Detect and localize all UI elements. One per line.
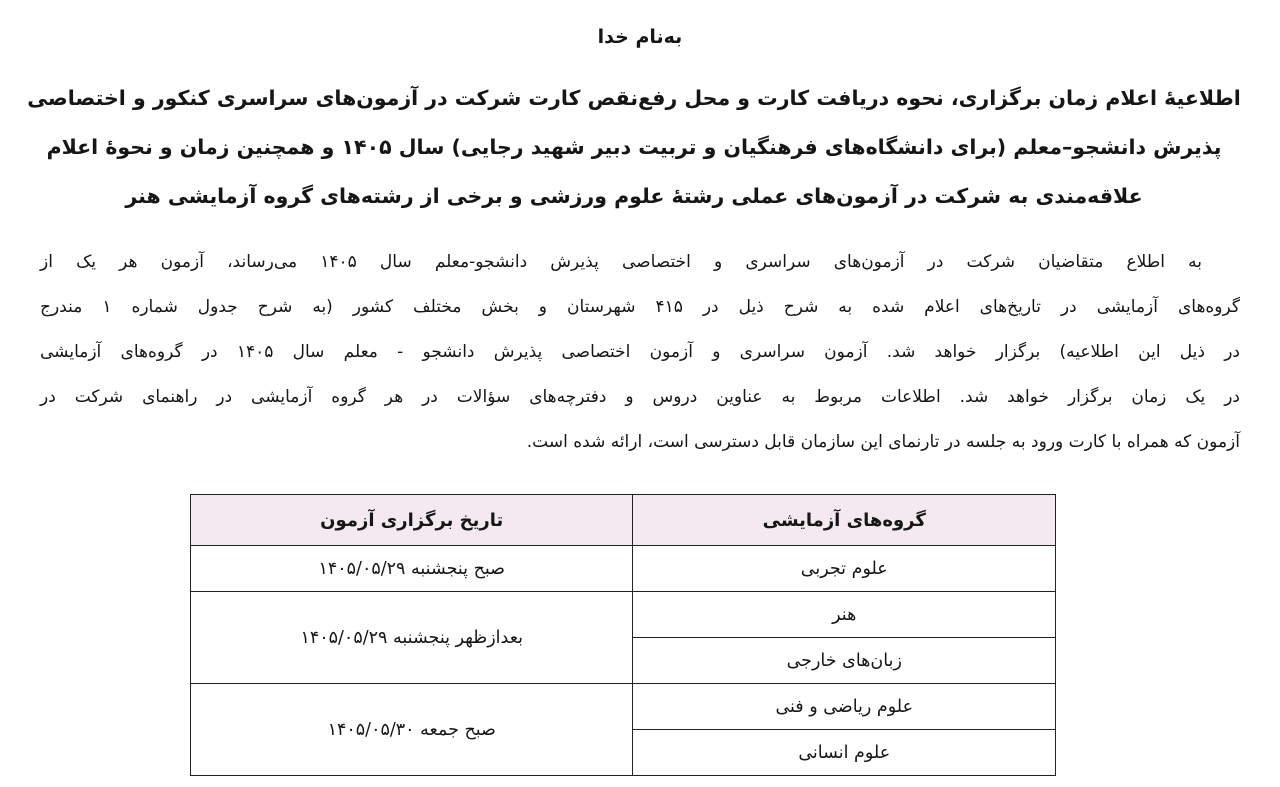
exam-group-cell: علوم تجربی [633,546,1056,592]
exam-group-cell: علوم ریاضی و فنی [633,684,1056,730]
table-header-row [191,495,1056,546]
table-row [191,546,1056,592]
header-exam-groups: گروه‌های آزمایشی [633,495,1056,546]
title-line: پذیرش دانشجو–معلم (برای دانشگاه‌های فرهنگیان و تربیت دبیر شهید رجایی) سال ۱۴۰۵ و همچنین زمان و نحوۀ اعلام [46,135,1222,159]
table-row [191,592,1056,638]
exam-group-cell: علوم انسانی [633,730,1056,776]
exam-date-cell: صبح پنجشنبه ۱۴۰۵/۰۵/۲۹ [191,546,633,592]
body-line: آزمون که همراه با کارت ورود به جلسه در تارنمای این سازمان قابل دسترسی است، ارائه شده است. [526,432,1240,452]
exam-date-cell: بعدازظهر پنجشنبه ۱۴۰۵/۰۵/۲۹ [191,592,633,684]
exam-schedule-table [190,494,1056,776]
basmala-heading: به‌نام خدا [597,26,683,48]
body-line: در ذیل این اطلاعیه) برگزار خواهد شد. آزمون سراسری و آزمون اختصاصی پذیرش دانشجو - معلم سال ۱۴۰۵ در گروه‌های آزمایشی [40,342,1240,362]
exam-group-cell: هنر [633,592,1056,638]
table-row [191,684,1056,730]
body-line: گروه‌های آزمایشی در تاریخ‌های اعلام شده به شرح ذیل در ۴۱۵ شهرستان و بخش مختلف کشور (به شرح جدول شماره ۱ مندرج [40,297,1240,317]
title-line: علاقه‌مندی به شرکت در آزمون‌های عملی رشتۀ علوم ورزشی و برخی از رشته‌های گروه آزمایشی هنر [125,184,1143,208]
announcement-title [24,74,1244,221]
announcement-body [40,240,1240,465]
body-line: در یک زمان برگزار خواهد شد. اطلاعات مربوط به عناوین دروس و دفترچه‌های سؤالات در هر گروه آزمایشی در راهنمای شرکت در [40,387,1240,407]
body-line: به اطلاع متقاضیان شرکت در آزمون‌های سراسری و اختصاصی پذیرش دانشجو-معلم سال ۱۴۰۵ می‌رساند، آزمون هر یک از [40,252,1202,272]
exam-group-cell: زبان‌های خارجی [633,638,1056,684]
exam-date-cell: صبح جمعه ۱۴۰۵/۰۵/۳۰ [191,684,633,776]
title-line: اطلاعیۀ اعلام زمان برگزاری، نحوه دریافت کارت و محل رفع‌نقص کارت شرکت در آزمون‌های سراسری کنکور و اختصاصی [27,86,1241,110]
header-exam-date: تاریخ برگزاری آزمون [191,495,633,546]
